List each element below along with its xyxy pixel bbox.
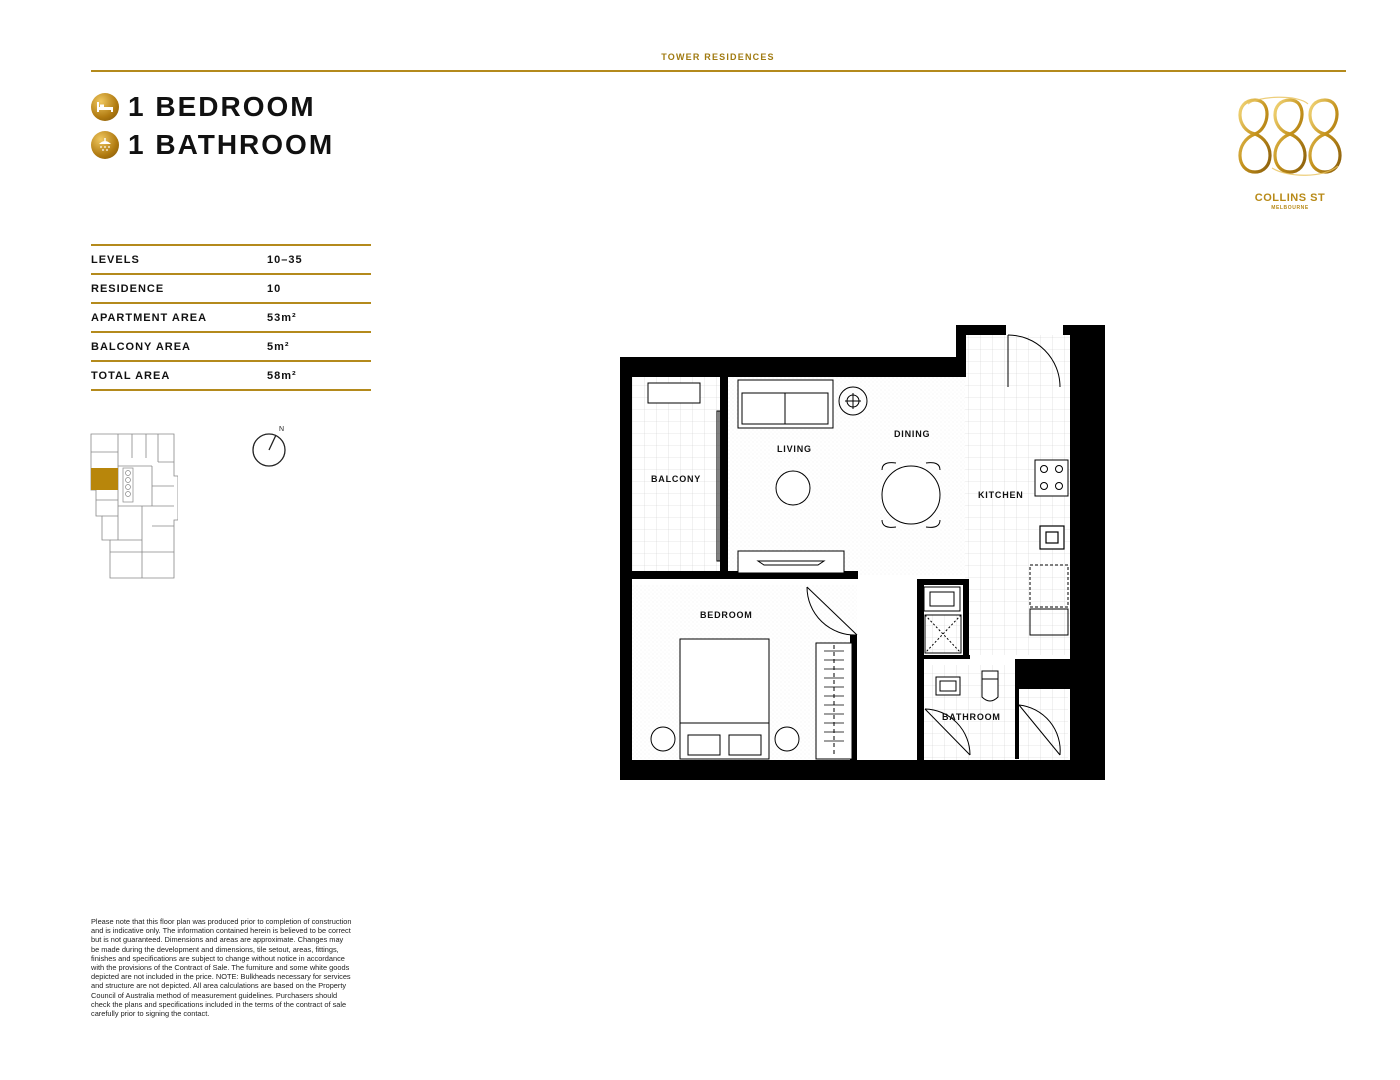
row-label: LEVELS: [91, 253, 140, 266]
row-label: APARTMENT AREA: [91, 311, 208, 324]
logo-city: MELBOURNE: [1271, 205, 1309, 211]
row-value: 58m²: [267, 369, 297, 382]
wardrobe: [816, 643, 852, 759]
shower-icon: [91, 131, 119, 159]
row-value: 53m²: [267, 311, 297, 324]
bedroom-spec: [91, 91, 316, 123]
room-label-bedroom: BEDROOM: [700, 610, 753, 620]
north-compass: [248, 422, 290, 475]
table-row: [91, 275, 371, 302]
laundry-icon: [924, 587, 961, 653]
row-value: 10–35: [267, 253, 303, 266]
header-divider: [91, 70, 1346, 72]
disclaimer-text: Please note that this floor plan was produced prior to completion of construction and is indicative only. The information contained herein is believed to be correct but is not guaranteed. Dimensions and areas are approximate. Changes may be made during the development and dimensions, tile setout, areas, fittings, finishes and specifications are subject to change without notice in accordance with the provisions of the Contract of Sale. The furniture and some white goods depicted are not included in the price. NOTE: Bulkheads necessary for services and structure are not depicted. All area calculations are based on the Property Council of Australia method of measurement guidelines. Purchasers should check the plans and specifications included in the terms of the contract of sale carefully prior to signing the contact.: [91, 917, 352, 1019]
balcony-bench: [648, 383, 700, 403]
bedroom-count: 1 BEDROOM: [128, 91, 316, 122]
bed-icon: [91, 93, 119, 121]
key-plan: [88, 430, 178, 587]
cooktop-icon: [1035, 460, 1068, 496]
logo-street: COLLINS ST: [1254, 192, 1326, 204]
header-label: TOWER RESIDENCES: [661, 52, 775, 62]
north-label: N: [279, 426, 285, 433]
area-schedule: [91, 244, 371, 391]
brand-logo: [1228, 90, 1352, 185]
row-label: TOTAL AREA: [91, 369, 171, 382]
sink-icon: [1040, 526, 1064, 549]
row-label: BALCONY AREA: [91, 340, 192, 353]
room-label-living: LIVING: [777, 444, 812, 454]
table-divider: [91, 389, 371, 391]
table-row: [91, 362, 371, 389]
room-label-kitchen: KITCHEN: [978, 490, 1024, 500]
bathroom-count: 1 BATHROOM: [128, 129, 335, 160]
table-row: [91, 246, 371, 273]
residence-highlight: [91, 468, 118, 490]
toilet-icon: [982, 671, 998, 701]
table-row: [91, 304, 371, 331]
vanity-basin: [936, 677, 960, 695]
coffee-table: [776, 471, 810, 505]
table-row: [91, 333, 371, 360]
room-label-balcony: BALCONY: [651, 474, 702, 484]
room-label-bathroom: BATHROOM: [942, 712, 1001, 722]
row-value: 10: [267, 282, 282, 295]
row-value: 5m²: [267, 340, 290, 353]
bathroom-spec: [91, 129, 334, 161]
sofa-icon: [738, 380, 833, 428]
floor-plan: [620, 325, 1106, 788]
room-label-dining: DINING: [894, 429, 931, 439]
row-label: RESIDENCE: [91, 282, 165, 295]
tv-unit: [738, 551, 844, 573]
